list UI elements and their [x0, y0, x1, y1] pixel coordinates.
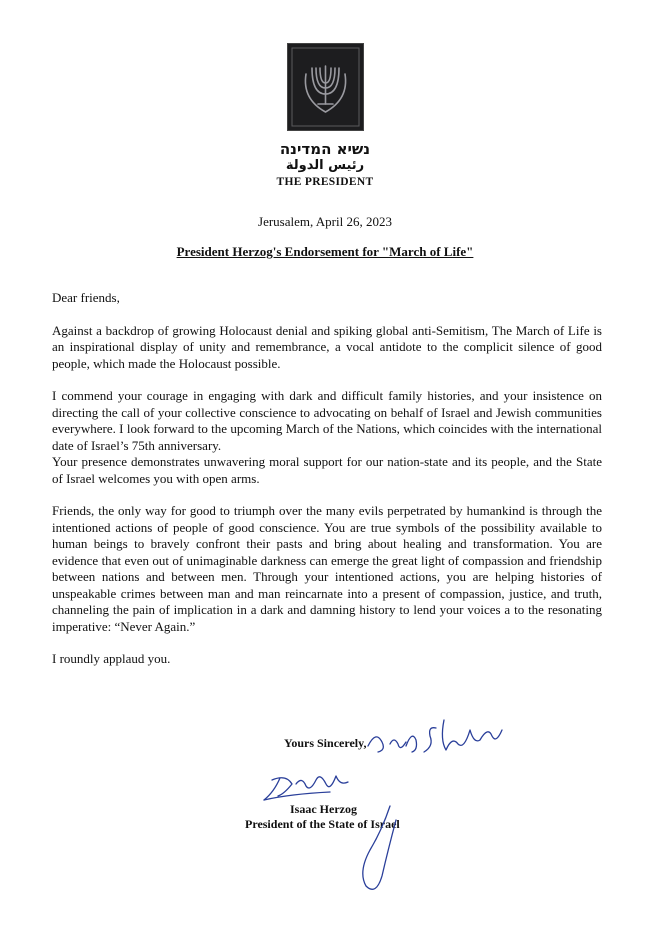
signer-name: Isaac Herzog — [290, 802, 357, 816]
closing-line: Yours Sincerely, — [284, 736, 367, 750]
letterhead-hebrew-title: נשיא המדינה — [279, 140, 371, 158]
paragraph-3: Your presence demonstrates unwavering moral support for our nation-state and its people, and the State of Israel welcomes you with open arms. — [52, 454, 602, 486]
presidential-emblem-icon — [287, 43, 364, 131]
paragraph-1: Against a backdrop of growing Holocaust denial and spiking global anti-Semitism, The March of Life is an inspirational display of unity and remembrance, a vocal antidote to the complicit silence of good people, which made the Holocaust possible. — [52, 322, 602, 371]
letter-title-text: President Herzog's Endorsement for "March of Life" — [176, 244, 474, 259]
salutation: Dear friends, — [52, 290, 120, 305]
letterhead-english-title: THE PRESIDENT — [276, 176, 374, 188]
paragraph-2: I commend your courage in engaging with dark and difficult family histories, and your insistence on directing the call of your collective conscience to advocating on behalf of Israel and Jewish communities everywhere. I look forward to the upcoming March of the Nations, which coincides with the international date of Israel’s 75th anniversary. — [52, 388, 602, 453]
letter-title — [0, 244, 650, 260]
paragraph-4: Friends, the only way for good to triumph over the many evils perpetrated by humankind is through the intentioned actions of people of good conscience. You are true symbols of the possibility available to human beings to bravely confront their pasts and bring about healing and transformation. You are evidence that even out of unimaginable darkness can emerge the great light of compassion and friendship between nations and between men. Through your intentioned actions, you are helping histories of unspeakable crimes between man and man reincarnate into a present of compassion, justice, and truth, channeling the pain of implication in a dark and damning history to lend your voices a to the resonating imperative: “Never Again.” — [52, 503, 602, 634]
handwritten-signature — [240, 700, 520, 900]
paragraph-5: I roundly applaud you. — [52, 651, 171, 666]
date-line: Jerusalem, April 26, 2023 — [258, 214, 392, 229]
letter-body — [52, 290, 602, 668]
letterhead-arabic-title: رئيس الدولة — [285, 158, 365, 173]
signer-title: President of the State of Israel — [245, 817, 400, 831]
